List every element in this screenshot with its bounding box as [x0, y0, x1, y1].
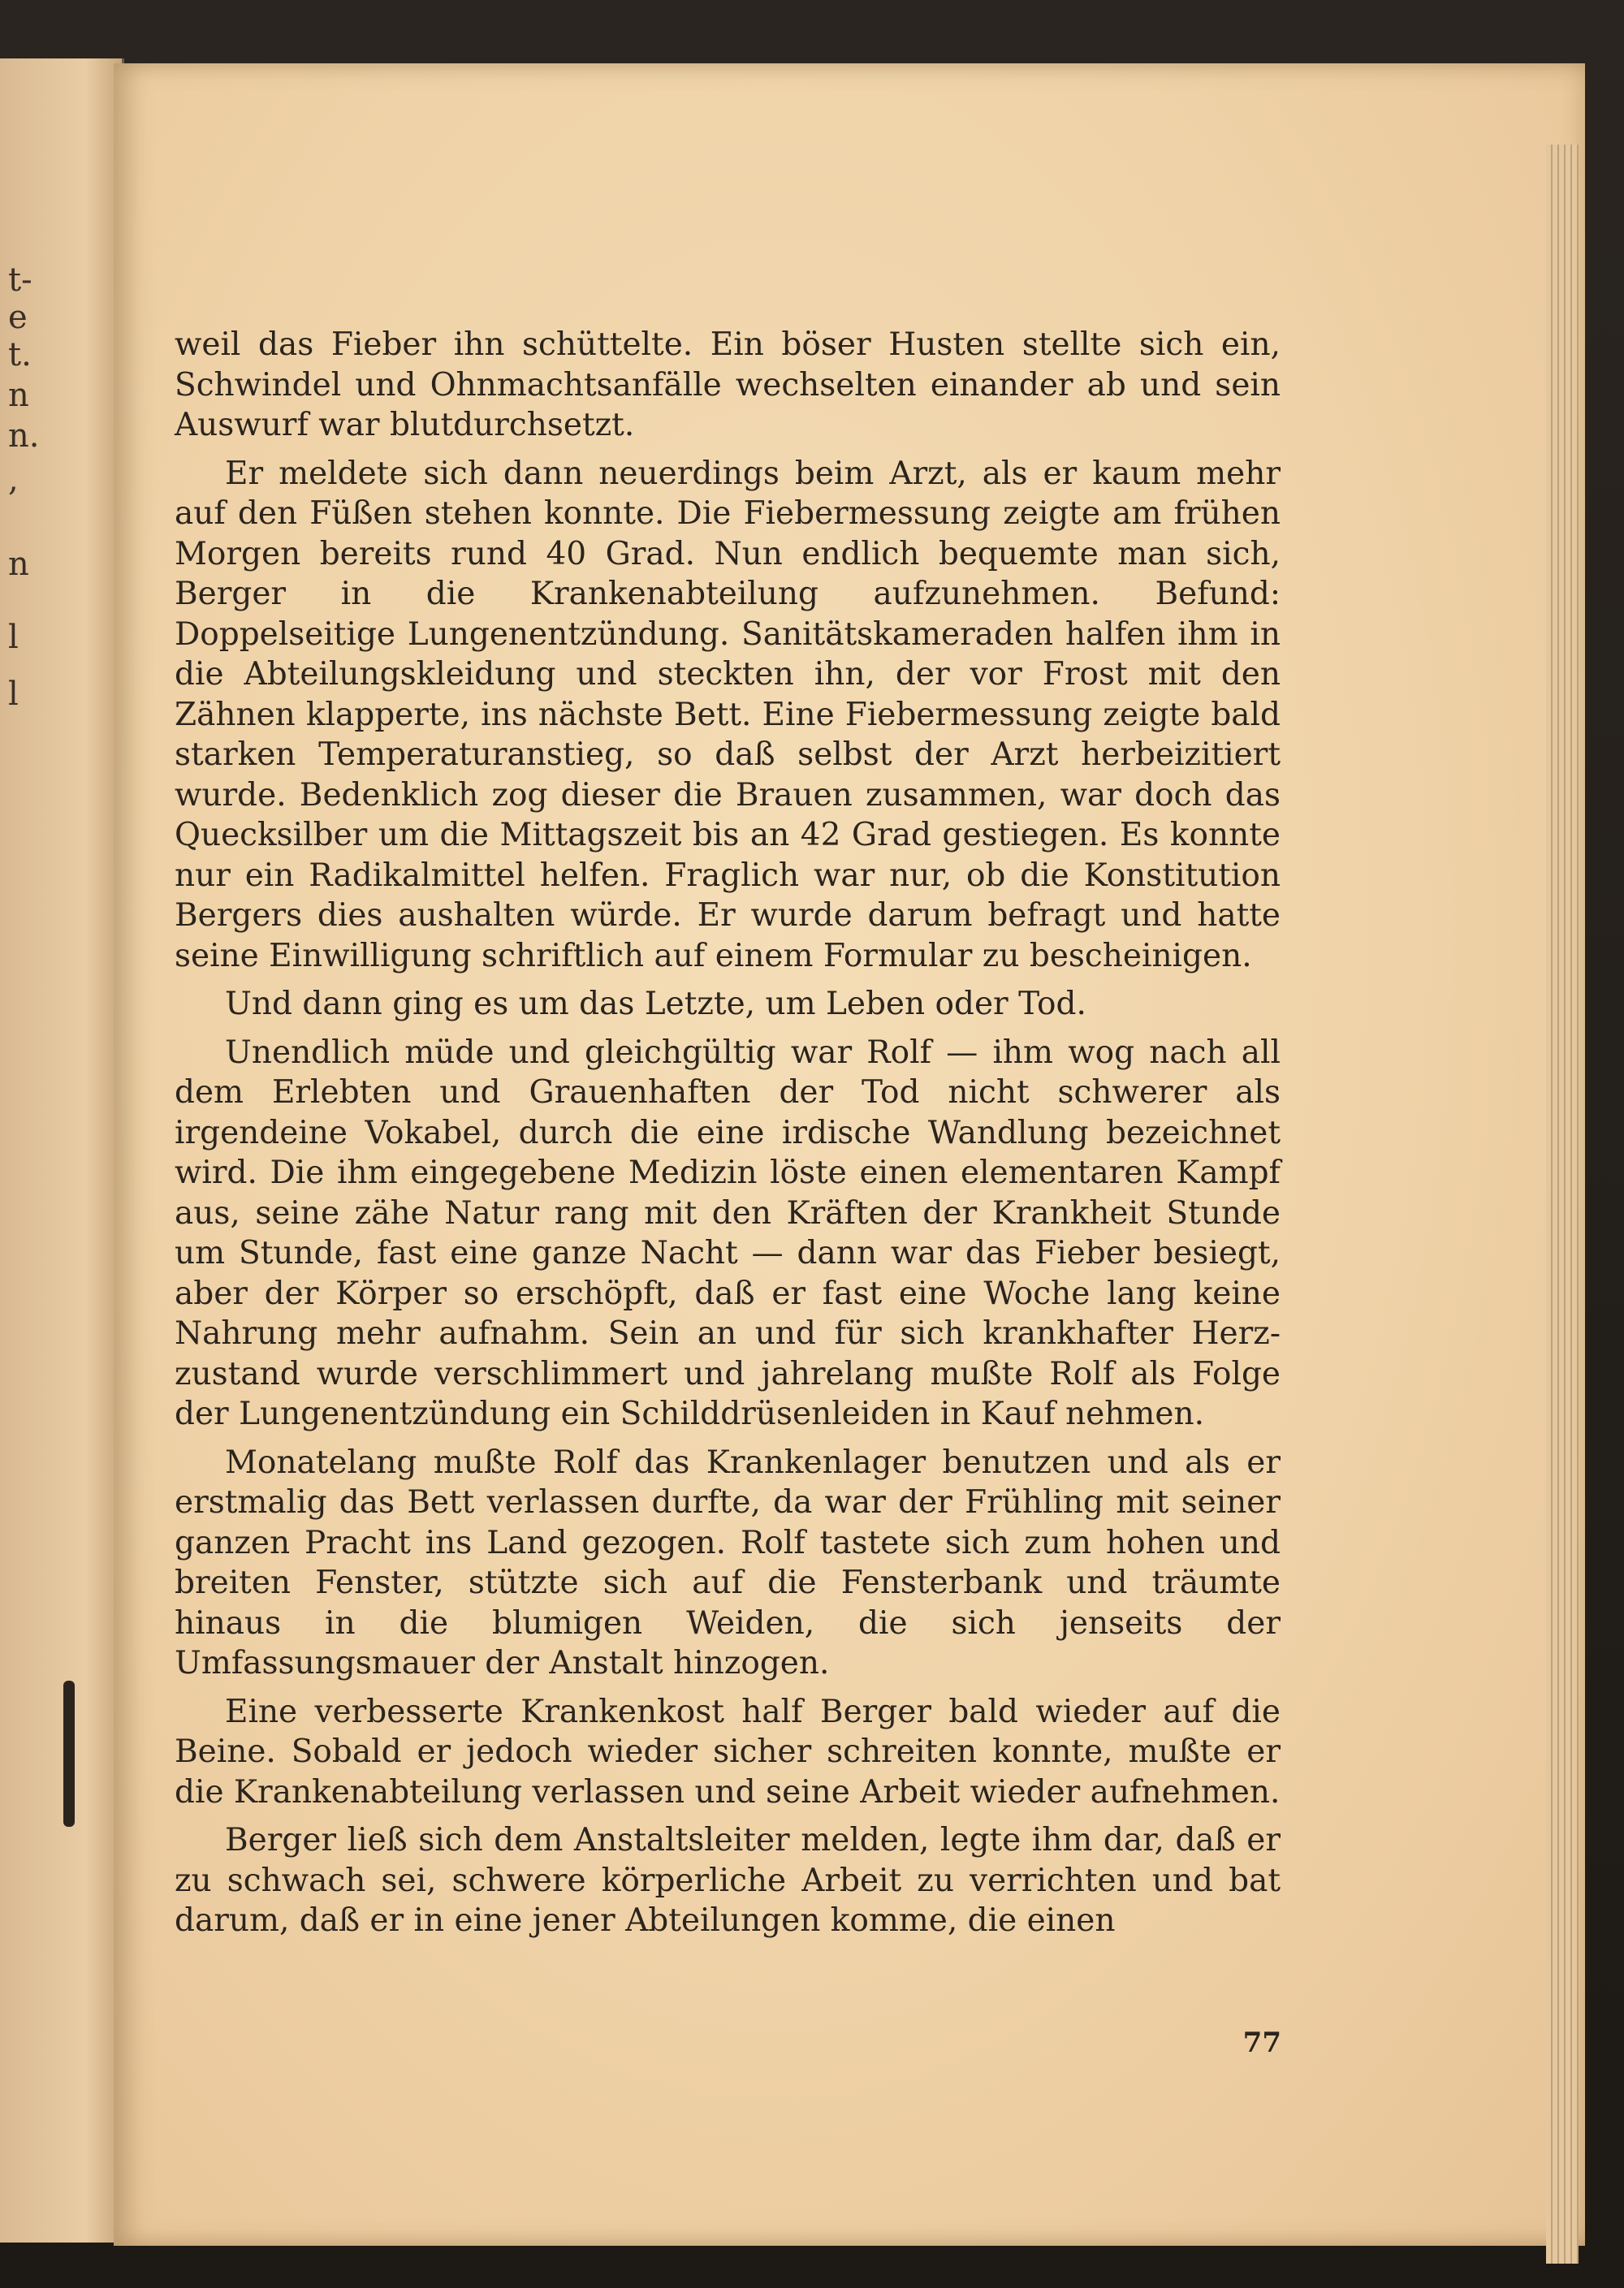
facing-page-fragment: l [8, 619, 19, 656]
binding-clip [63, 1681, 75, 1827]
paragraph: Eine verbesserte Krankenkost half Berger bald wieder auf die Beine. Sobald er jedoch wieder sicher schreiten konnte, mußte er die Krankenabteilung verlassen und seine Arbeit wieder aufnehmen. [175, 1693, 1281, 1811]
facing-page-fragment: e [8, 299, 28, 336]
facing-page-edge [0, 58, 124, 2243]
facing-page-fragment: t. [8, 336, 32, 373]
paragraph: Monatelang mußte Rolf das Krankenlager benutzen und als er erstmalig das Bett verlassen durfte, da war der Frühling mit seiner ganzen Pracht ins Land gezogen. Rolf tastete sich zum hohen und breiten Fenster, stützte sich auf die Fensterbank und träumte hinaus in die blumigen Weiden, die sich jenseits der Umfassungsmauer der Anstalt hinzogen. [175, 1444, 1281, 1681]
page-number: 77 [1242, 2027, 1281, 2059]
facing-page-fragment: n [8, 546, 29, 583]
facing-page-fragment: t- [8, 261, 32, 299]
paragraph: weil das Fieber ihn schüttelte. Ein böser Husten stellte sich ein, Schwindel und Ohnmachtsanfälle wechselten einander ab und sein Auswurf war blutdurchsetzt. [175, 326, 1281, 443]
facing-page-fragment: l [8, 676, 19, 713]
facing-page-fragment: n [8, 377, 29, 414]
paragraph: Und dann ging es um das Letzte, um Leben oder Tod. [225, 986, 1086, 1022]
facing-page-fragment: n. [8, 417, 40, 455]
page-stack-edge [1546, 145, 1579, 2264]
paragraph: Berger ließ sich dem Anstaltsleiter melden, legte ihm dar, daß er zu schwach sei, schwere körperliche Arbeit zu verrichten und bat darum, daß er in eine jener Abteilungen komme, die einen [175, 1822, 1281, 1939]
facing-page-fragment: , [8, 461, 19, 499]
paragraph: Unendlich müde und gleichgültig war Rolf — ihm wog nach all dem Erlebten und Grauenhaften der Tod nicht schwerer als irgendeine Vokabel, durch die eine irdische Wandlung bezeichnet wird. Die ihm eingegebene Medizin löste einen elementaren Kampf aus, seine zähe Natur rang mit den Kräften der Krankheit Stunde um Stunde, fast eine ganze Nacht — dann war das Fieber besiegt, aber der Körper so erschöpft, daß er fast eine Woche lang keine Nahrung mehr aufnahm. Sein an und für sich krankhafter Herzzustand wurde verschlimmert und jahrelang mußte Rolf als Folge der Lungenentzündung ein Schilddrüsenleiden in Kauf nehmen. [175, 1034, 1281, 1432]
page-body-text [175, 325, 1281, 1949]
paragraph: Er meldete sich dann neuerdings beim Arzt, als er kaum mehr auf den Füßen stehen konnte. Die Fiebermessung zeigte am frühen Morgen bereits rund 40 Grad. Nun endlich bequemte man sich, Berger in die Krankenabteilung aufzunehmen. Befund: Doppelseitige Lungenentzündung. Sanitätskameraden halfen ihm in die Abteilungskleidung und steckten ihn, der vor Frost mit den Zähnen klapperte, ins nächste Bett. Eine Fiebermessung zeigte bald starken Temperaturanstieg, so daß selbst der Arzt herbeizitiert wurde. Bedenklich zog dieser die Brauen zusammen, war doch das Quecksilber um die Mittagszeit bis an 42 Grad gestiegen. Es konnte nur ein Radikalmittel helfen. Fraglich war nur, ob die Konstitution Bergers dies aushalten würde. Er wurde darum befragt und hatte seine Einwilligung schriftlich auf einem Formular zu bescheinigen. [175, 455, 1281, 974]
